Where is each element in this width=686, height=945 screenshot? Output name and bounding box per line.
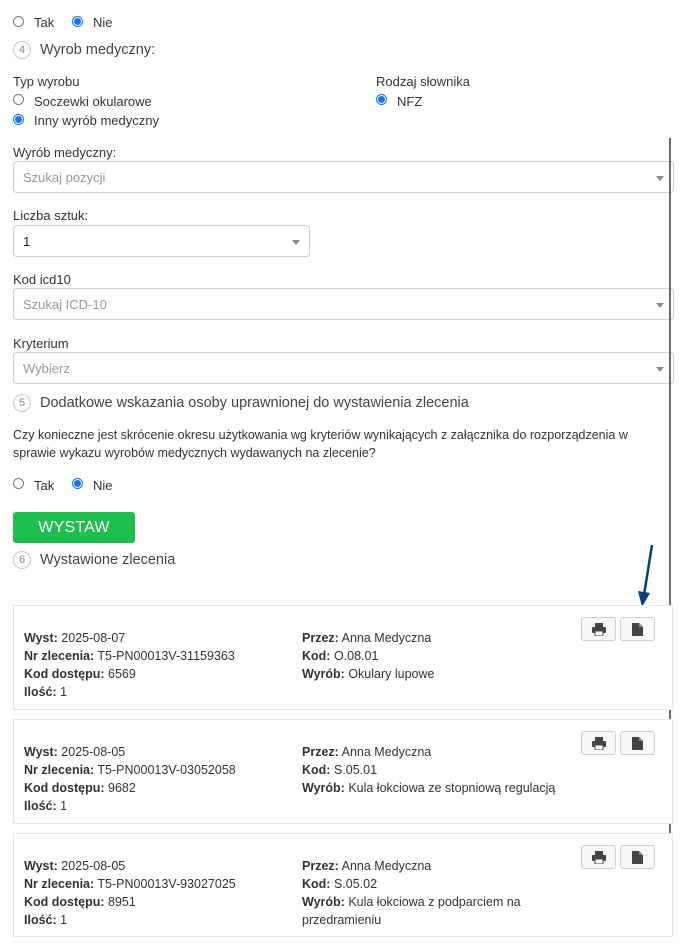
- skrocenie-question: Czy konieczne jest skrócenie okresu użytkowania wg kryteriów wynikających z załącznika do rozporządzenia w sprawie wykazu wyrobów medycznych wydawanych na zlecenie?: [13, 428, 628, 460]
- radio-nie-top[interactable]: [72, 16, 83, 27]
- radio-nie-skrocenie-label: Nie: [93, 478, 113, 493]
- order-nr: Nr zlecenia: T5-PN00013V-93027025: [24, 877, 236, 891]
- order-kod: Kod: S.05.02: [302, 877, 378, 891]
- order-kod: Kod: S.05.01: [302, 763, 378, 777]
- order-card: [13, 605, 673, 710]
- order-wyrob: Wyrób: Kula łokciowa ze stopniową regulacją: [302, 781, 556, 795]
- liczba-sztuk-select[interactable]: [13, 225, 310, 257]
- print-button[interactable]: [581, 731, 616, 755]
- kryterium-label: Kryterium: [13, 336, 69, 351]
- document-button[interactable]: [620, 845, 655, 869]
- print-icon: [592, 851, 606, 864]
- order-nr: Nr zlecenia: T5-PN00013V-03052058: [24, 763, 236, 777]
- radio-inny-wyrob-label: Inny wyrób medyczny: [34, 113, 159, 128]
- radio-nfz[interactable]: [376, 94, 387, 105]
- radio-tak-skrocenie[interactable]: [13, 478, 24, 489]
- radio-inny-wyrob[interactable]: [13, 114, 24, 125]
- step-number-4: 4: [13, 41, 31, 59]
- order-ilosc: Ilość: 1: [24, 913, 68, 927]
- order-ilosc: Ilość: 1: [24, 799, 68, 813]
- order-kod-dostepu: Kod dostępu: 8951: [24, 895, 136, 909]
- kryterium-placeholder: Wybierz: [23, 361, 70, 376]
- order-przez: Przez: Anna Medyczna: [302, 859, 432, 873]
- chevron-down-icon: [656, 367, 664, 372]
- section-title-dodatkowe: Dodatkowe wskazania osoby uprawnionej do wystawienia zlecenia: [40, 395, 469, 411]
- kod-icd10-select[interactable]: [13, 288, 674, 320]
- kod-icd10-placeholder: Szukaj ICD-10: [23, 297, 107, 312]
- order-kod-dostepu: Kod dostępu: 6569: [24, 667, 136, 681]
- document-button[interactable]: [620, 617, 655, 641]
- document-icon: [632, 622, 643, 636]
- order-kod-dostepu: Kod dostępu: 9682: [24, 781, 136, 795]
- order-card: [13, 719, 673, 824]
- liczba-sztuk-value: 1: [23, 234, 31, 249]
- radio-tak-top-label: Tak: [34, 15, 55, 30]
- order-przez: Przez: Anna Medyczna: [302, 745, 432, 759]
- radio-nie-skrocenie[interactable]: [72, 478, 83, 489]
- chevron-down-icon: [292, 240, 300, 245]
- wyrob-medyczny-label: Wyrób medyczny:: [13, 145, 117, 160]
- radio-nie-top-label: Nie: [93, 15, 113, 30]
- order-wyst: Wyst: 2025-08-07: [24, 631, 126, 645]
- kryterium-select[interactable]: [13, 352, 674, 384]
- order-wyst: Wyst: 2025-08-05: [24, 859, 126, 873]
- step-number-6: 6: [13, 551, 31, 569]
- document-icon: [632, 850, 643, 864]
- wyrob-medyczny-placeholder: Szukaj pozycji: [23, 170, 106, 185]
- annotation-arrow-icon: [634, 543, 656, 609]
- typ-wyrobu-label: Typ wyrobu: [13, 74, 80, 89]
- document-button[interactable]: [620, 731, 655, 755]
- order-ilosc: Ilość: 1: [24, 685, 68, 699]
- rodzaj-slownika-label: Rodzaj słownika: [376, 74, 470, 89]
- chevron-down-icon: [656, 176, 664, 181]
- section-title-wystawione: Wystawione zlecenia: [40, 552, 176, 568]
- order-kod: Kod: O.08.01: [302, 649, 379, 663]
- wyrob-medyczny-select[interactable]: [13, 161, 674, 193]
- radio-soczewki[interactable]: [13, 94, 24, 105]
- order-wyrob: Wyrób: Okulary lupowe: [302, 667, 435, 681]
- order-wyst: Wyst: 2025-08-05: [24, 745, 126, 759]
- kod-icd10-label: Kod icd10: [13, 272, 71, 287]
- radio-tak-skrocenie-label: Tak: [34, 478, 55, 493]
- radio-soczewki-label: Soczewki okularowe: [34, 94, 152, 109]
- liczba-sztuk-label: Liczba sztuk:: [13, 208, 89, 223]
- wystaw-button[interactable]: WYSTAW: [13, 512, 135, 543]
- radio-nfz-label: NFZ: [397, 94, 423, 109]
- section-title-wyrob: Wyrob medyczny:: [40, 42, 156, 58]
- order-card: [13, 833, 673, 937]
- print-button[interactable]: [581, 845, 616, 869]
- chevron-down-icon: [656, 303, 664, 308]
- order-nr: Nr zlecenia: T5-PN00013V-31159363: [24, 649, 235, 663]
- print-icon: [592, 623, 606, 636]
- radio-tak-top[interactable]: [13, 16, 24, 27]
- order-przez: Przez: Anna Medyczna: [302, 631, 432, 645]
- step-number-5: 5: [13, 394, 31, 412]
- print-button[interactable]: [581, 617, 616, 641]
- print-icon: [592, 737, 606, 750]
- order-wyrob: Wyrób: Kula łokciowa z podparciem na przedramieniu: [302, 895, 521, 927]
- document-icon: [632, 736, 643, 750]
